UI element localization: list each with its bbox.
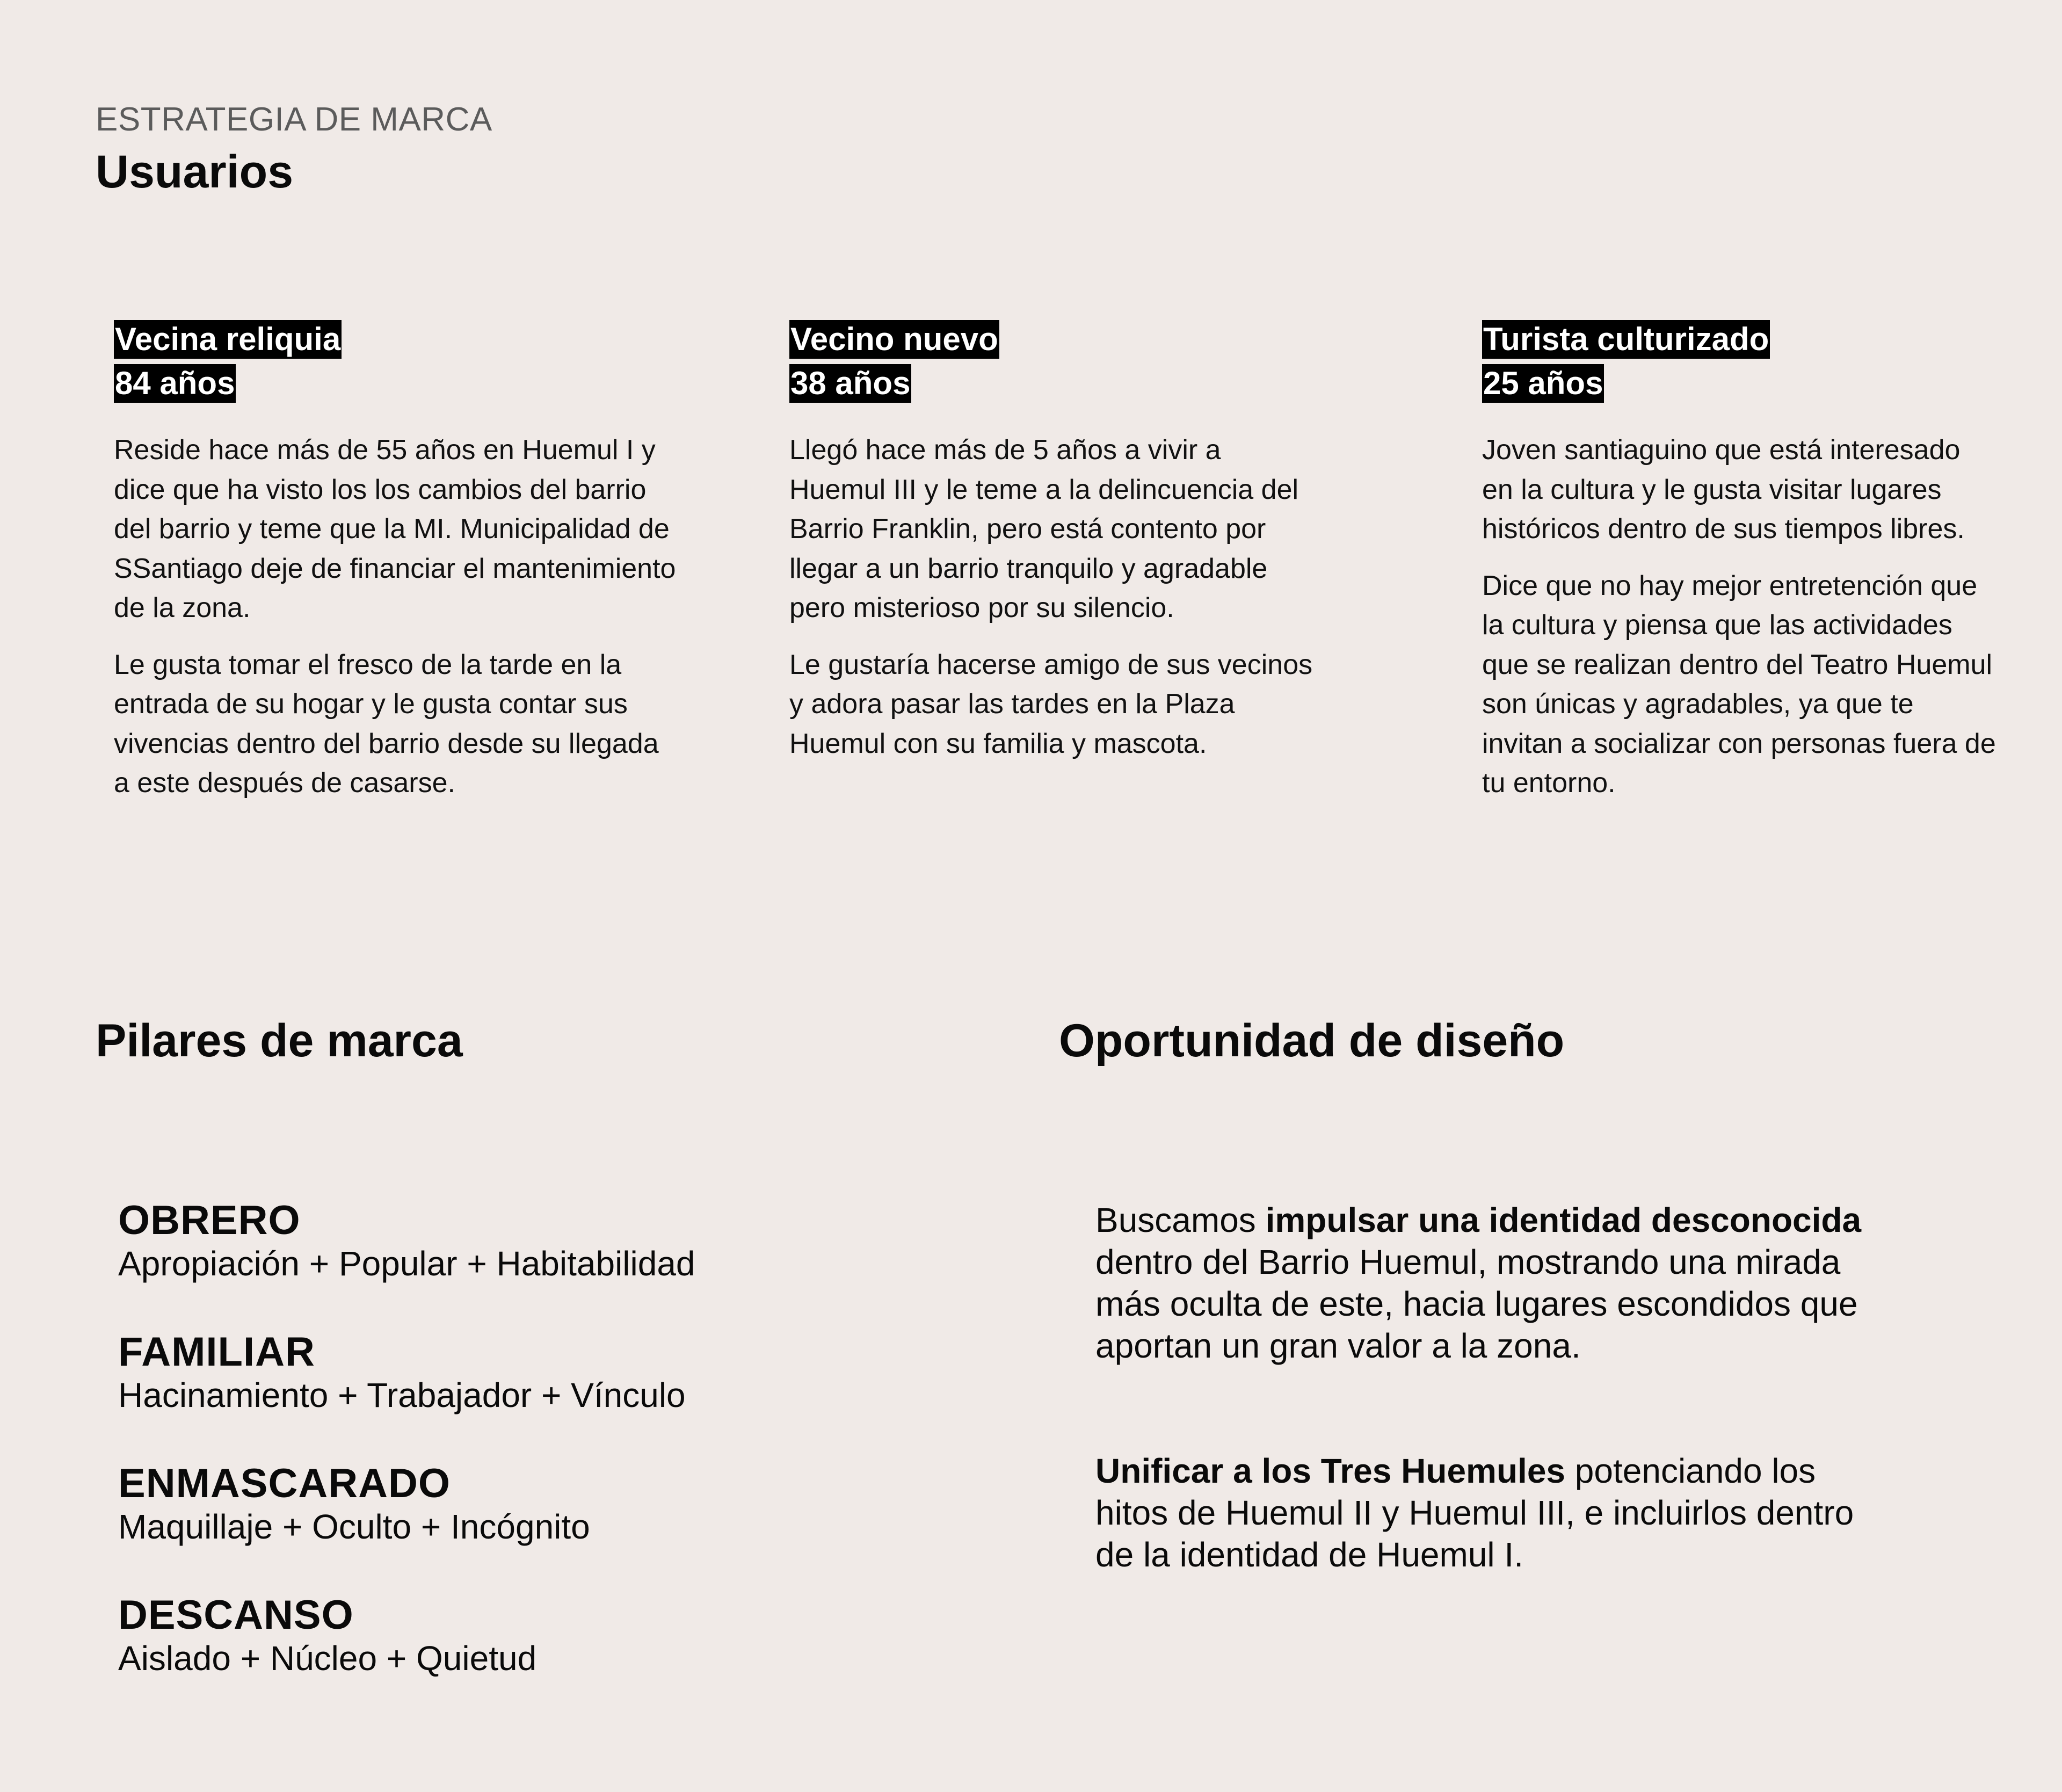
user-name-line [1482,320,1998,364]
opportunity-text: potenciando los hitos de Huemul II y Huemul III, e incluirlos dentro de la identidad de Huemul I. [1095,1452,1854,1574]
pillar-name: FAMILIAR [118,1329,315,1375]
opportunity-lead: Buscamos [1095,1201,1266,1239]
pillar-name: OBRERO [118,1198,301,1243]
pillar-enmascarado [118,1461,590,1547]
pillar-traits: Aislado + Núcleo + Quietud [118,1639,537,1678]
user-name-line [789,320,1316,364]
section-kicker: ESTRATEGIA DE MARCA [96,101,492,138]
pillar-name: ENMASCARADO [118,1461,451,1506]
opportunity-highlight: Unificar a los Tres Huemules [1095,1452,1565,1490]
user-age-tag: 25 años [1482,364,1604,403]
opportunity-heading: Oportunidad de diseño [1059,1015,1565,1067]
user-description: Llegó hace más de 5 años a vivir a Huemul III y le teme a la delincuencia del Barrio Franklin, pero está contento por llegar a un barrio tranquilo y agradable pero misterioso por su silencio. [789,434,1299,623]
pillar-traits: Apropiación + Popular + Habitabilidad [118,1244,695,1283]
opportunity-paragraph-unify [1095,1450,1874,1576]
user-description: Joven santiaguino que está interesado en la cultura y le gusta visitar lugares históricos dentro de sus tiempos libres. [1482,434,1965,545]
user-age-line [789,364,1316,408]
page-title: Usuarios [96,146,294,198]
user-card-turista-culturizado [1482,320,1998,803]
user-description: Reside hace más de 55 años en Huemul I y dice que ha visto los los cambios del barrio del barrio y teme que la MI. Municipalidad de SSantiago deje de financiar el mantenimiento de la zona. [114,434,676,623]
pillar-obrero [118,1198,695,1283]
opportunity-paragraph-identity [1095,1199,1874,1367]
opportunity-highlight: impulsar una identidad desconocida [1265,1201,1862,1239]
user-name-line [114,320,678,364]
pillar-name: DESCANSO [118,1592,354,1638]
user-card-vecina-reliquia [114,320,678,803]
user-habits: Dice que no hay mejor entretención que la cultura y piensa que las actividades que se realizan dentro del Teatro Huemul son únicas y agradables, ya que te invitan a socializar con personas fuera de tu entorno. [1482,570,1996,799]
user-name-tag: Vecina reliquia [114,320,342,359]
opportunity-text: dentro del Barrio Huemul, mostrando una mirada más oculta de este, hacia lugares escondidos que aportan un gran valor a la zona. [1095,1243,1858,1365]
user-habits: Le gusta tomar el fresco de la tarde en la entrada de su hogar y le gusta contar sus vivencias dentro del barrio desde su llegada a este después de casarse. [114,649,659,799]
user-habits: Le gustaría hacerse amigo de sus vecinos y adora pasar las tardes en la Plaza Huemul con su familia y mascota. [789,649,1313,759]
pillar-familiar [118,1329,686,1415]
pillar-traits: Hacinamiento + Trabajador + Vínculo [118,1376,686,1414]
user-age-tag: 84 años [114,364,236,403]
user-name-tag: Turista culturizado [1482,320,1770,359]
user-age-line [114,364,678,408]
pillar-traits: Maquillaje + Oculto + Incógnito [118,1507,590,1546]
pillar-descanso [118,1592,536,1678]
pillars-heading: Pilares de marca [96,1015,463,1067]
user-card-vecino-nuevo [789,320,1316,764]
user-name-tag: Vecino nuevo [789,320,999,359]
user-age-tag: 38 años [789,364,911,403]
user-age-line [1482,364,1998,408]
